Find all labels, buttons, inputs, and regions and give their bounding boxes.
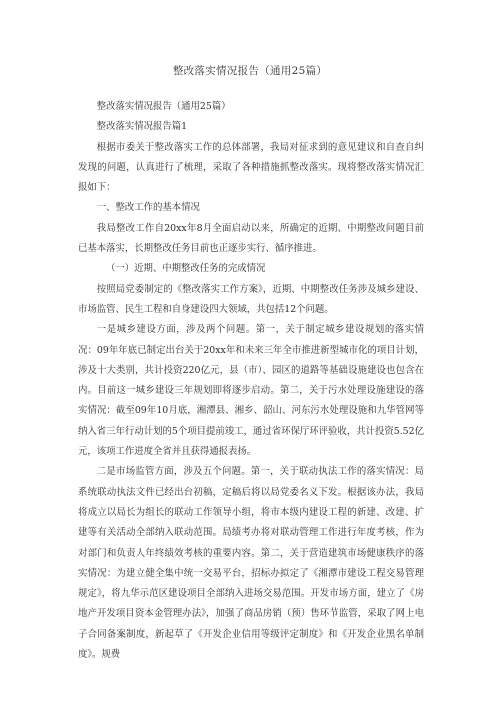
paragraph-plan: 按照局党委制定的《整改落实工作方案》，近期、中期整改任务涉及城乡建设、市场监管、民生工程和自身建设四大领域，共包括12个问题。	[78, 283, 424, 315]
paragraph-intro: 根据市委关于整改落实工作的总体部署，我局对征求到的意见建议和自查自纠发现的问题，认真进行了梳理，采取了各种措施抓整改落实。现将整改落实情况汇报如下：	[78, 141, 424, 194]
paragraph-progress: 我局整改工作自20xx年8月全面启动以来，所确定的近期、中期整改问题目前已基本落实，长期整改任务目前也正逐步实行、循序推进。	[78, 222, 424, 255]
heading-collection-title: 整改落实情况报告（通用25篇）	[96, 101, 231, 112]
document-title: 整改落实情况报告（通用25篇）	[172, 65, 328, 77]
heading-report-1: 整改落实情况报告篇1	[96, 121, 188, 133]
document-body	[78, 97, 424, 665]
section-heading-basic-situation: 一、整改工作的基本情况	[96, 202, 200, 214]
subsection-heading-near-mid-term: （一）近期、中期整改任务的完成情况	[106, 263, 266, 275]
paragraph-market-supervision: 二是市场监管方面，涉及五个问题。第一，关于联动执法工作的落实情况：局系统联动执法文件已经出台初稿，定稿后将以局党委名义下发。根据该办法，我局将成立以局长为组长的联动工作领导小组，将市本级内建设工程的新建、改建、扩建等有关活动全部纳入联动范围。局绩考办将对联动管理工作进行年度考核，作为对部门和负责人年终绩效考核的重要内容。第二，关于营造建筑市场健康秩序的落实情况：为建立健全集中统一交易平台，招标办拟定了《湘潭市建设工程交易管理规定》，将九华示范区建设项目全部纳入进场交易范围。开发市场方面，建立了《房地产开发项目资本金管理办法》，加强了商品房销（预）售环节监管，采取了网上电子合同备案制度，新起草了《开发企业信用等级评定制度》和《开发企业黑名单制度》。规费	[78, 466, 424, 661]
paragraph-urban-rural: 一是城乡建设方面，涉及两个问题。第一，关于制定城乡建设规划的落实情况：09年年底已制定出台关于20xx年和未来三年全市推进新型城市化的项目计划，涉及十大类别，共计投资220亿元，县（市）、园区的道路等基础设施建设也包含在内。目前这一城乡建设三年规划即将逐步启动。第二，关于污水处理设施建设的落实情况：截至09年10月底，湘潭县、湘乡、韶山、河东污水处理设施和九华管网等纳入省三年行动计划的5个项目提前竣工，通过省环保厅环评验收，共计投资5.52亿元，该项工作进度全省并且获得通报表扬。	[78, 324, 424, 458]
